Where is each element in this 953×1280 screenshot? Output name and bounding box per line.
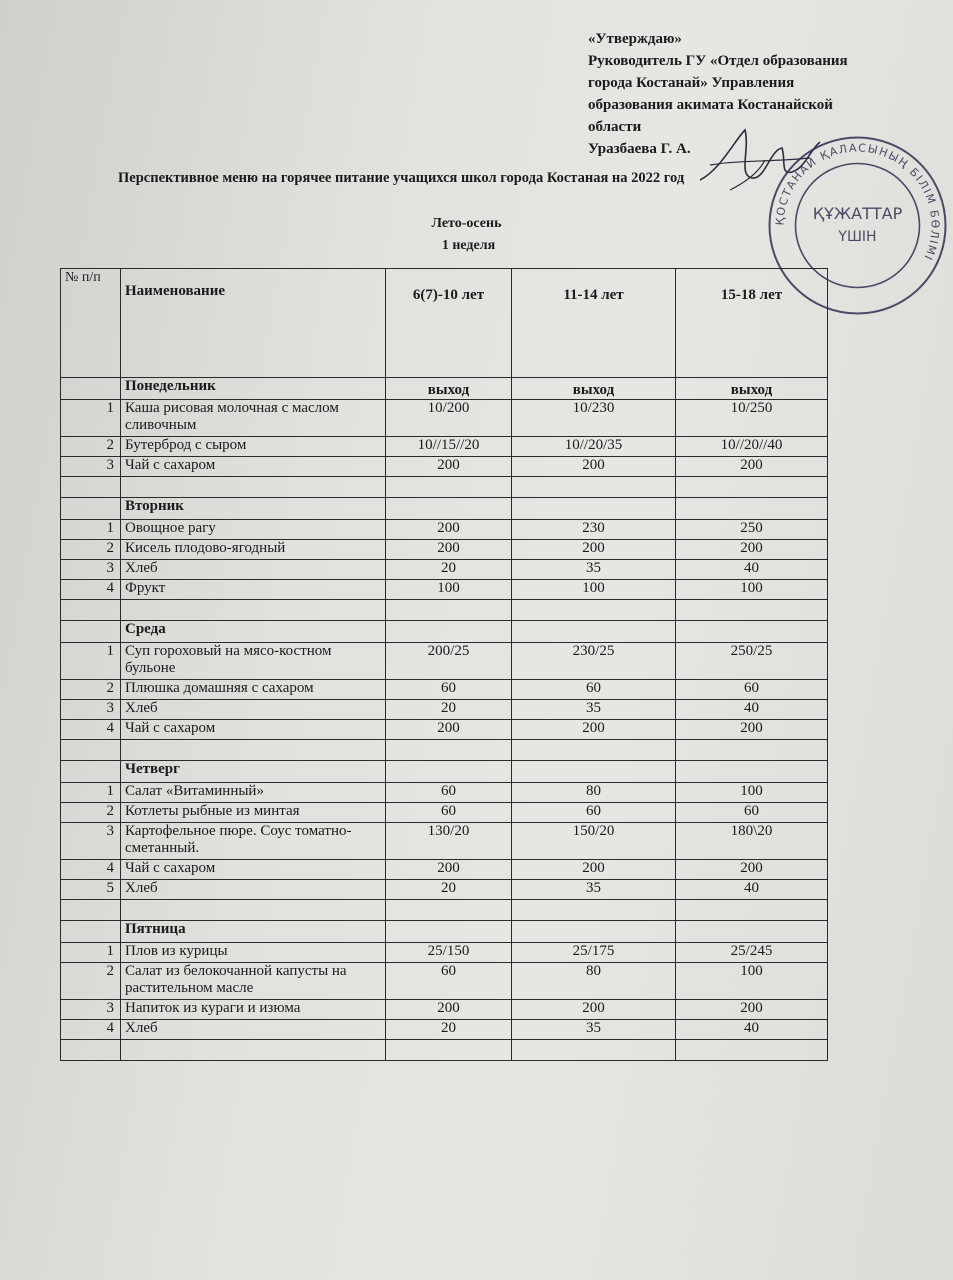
empty-cell [512,498,676,520]
portion-15-18: 60 [676,803,828,823]
dish-name: Котлеты рыбные из минтая [121,803,386,823]
row-number: 2 [61,680,121,700]
day-header-row [61,378,828,400]
dish-name: Каша рисовая молочная с маслом сливочным [121,400,386,437]
portion-11-14: 35 [512,700,676,720]
portion-15-18: 200 [676,1000,828,1020]
portion-11-14: 10//20/35 [512,437,676,457]
empty-cell [61,477,121,498]
dish-name: Плюшка домашняя с сахаром [121,680,386,700]
portion-6-10: 200 [386,860,512,880]
empty-cell [121,1040,386,1061]
portion-6-10: 60 [386,963,512,1000]
dish-name: Чай с сахаром [121,457,386,477]
portion-11-14: 10/230 [512,400,676,437]
row-number: 2 [61,437,121,457]
menu-table [60,268,828,1061]
table-row [61,540,828,560]
header-age-6-10: 6(7)-10 лет [386,269,512,378]
dish-name: Напиток из кураги и изюма [121,1000,386,1020]
portion-11-14: 35 [512,560,676,580]
dish-name: Салат «Витаминный» [121,783,386,803]
empty-cell [386,498,512,520]
row-number: 4 [61,720,121,740]
portion-15-18: 40 [676,1020,828,1040]
header-age-11-14: 11-14 лет [512,269,676,378]
portion-6-10: 200 [386,457,512,477]
week-label: 1 неделя [441,238,496,253]
portion-6-10: 60 [386,803,512,823]
day-name: Четверг [121,761,386,783]
empty-cell [121,900,386,921]
table-row [61,1000,828,1020]
portion-11-14: 35 [512,880,676,900]
day-num-cell [61,621,121,643]
portion-6-10: 10//15//20 [386,437,512,457]
approval-line: города Костанай» Управления [588,75,795,91]
portion-15-18: 60 [676,680,828,700]
row-number: 1 [61,643,121,680]
approval-line: образования акимата Костанайской [588,97,833,113]
day-num-cell [61,498,121,520]
empty-cell [512,600,676,621]
portion-11-14: 60 [512,803,676,823]
row-number: 5 [61,880,121,900]
portion-11-14: 35 [512,1020,676,1040]
row-number: 4 [61,580,121,600]
row-number: 1 [61,400,121,437]
table-row [61,943,828,963]
portion-6-10: 130/20 [386,823,512,860]
empty-cell [512,900,676,921]
empty-cell [676,600,828,621]
table-row [61,860,828,880]
empty-cell [386,761,512,783]
table-row [61,520,828,540]
portion-6-10: 20 [386,880,512,900]
dish-name: Чай с сахаром [121,860,386,880]
blank-row [61,740,828,761]
portion-6-10: 20 [386,700,512,720]
portion-15-18: 100 [676,580,828,600]
season-label: Лето-осень [431,216,502,231]
portion-15-18: 180\20 [676,823,828,860]
dish-name: Плов из курицы [121,943,386,963]
dish-name: Овощное рагу [121,520,386,540]
empty-cell [386,600,512,621]
header-num: № п/п [61,269,121,378]
row-number: 3 [61,457,121,477]
portion-15-18: 100 [676,783,828,803]
empty-cell [676,621,828,643]
empty-cell [512,921,676,943]
output-label: выход [676,378,828,400]
table-row [61,560,828,580]
approval-signatory: Уразбаева Г. А. [588,141,691,157]
portion-6-10: 60 [386,680,512,700]
row-number: 3 [61,700,121,720]
portion-15-18: 40 [676,560,828,580]
portion-6-10: 200/25 [386,643,512,680]
dish-name: Хлеб [121,1020,386,1040]
empty-cell [61,900,121,921]
portion-11-14: 80 [512,783,676,803]
portion-11-14: 80 [512,963,676,1000]
portion-15-18: 40 [676,700,828,720]
approval-line: «Утверждаю» [588,31,682,47]
table-row [61,680,828,700]
row-number: 3 [61,560,121,580]
output-label: выход [386,378,512,400]
empty-cell [512,621,676,643]
table-row [61,700,828,720]
output-label: выход [512,378,676,400]
dish-name: Чай с сахаром [121,720,386,740]
empty-cell [386,477,512,498]
table-row [61,803,828,823]
day-header-row [61,761,828,783]
day-num-cell [61,761,121,783]
table-row [61,720,828,740]
stamp-center-text: ҚҰЖАТТАР [812,204,903,223]
dish-name: Фрукт [121,580,386,600]
portion-6-10: 200 [386,520,512,540]
row-number: 1 [61,520,121,540]
empty-cell [512,1040,676,1061]
portion-6-10: 60 [386,783,512,803]
empty-cell [61,1040,121,1061]
portion-11-14: 200 [512,457,676,477]
row-number: 3 [61,1000,121,1020]
empty-cell [676,498,828,520]
row-number: 1 [61,783,121,803]
table-row [61,400,828,437]
dish-name: Бутерброд с сыром [121,437,386,457]
portion-11-14: 230/25 [512,643,676,680]
empty-cell [676,761,828,783]
table-row [61,437,828,457]
row-number: 2 [61,540,121,560]
approval-line: области [588,119,642,135]
stamp-ring-text: ҚОСТАНАЙ ҚАЛАСЫНЫҢ БІЛІМ БӨЛІМІ [773,141,942,264]
portion-6-10: 20 [386,1020,512,1040]
table-row [61,643,828,680]
day-header-row [61,621,828,643]
empty-cell [512,477,676,498]
empty-cell [386,1040,512,1061]
blank-row [61,477,828,498]
blank-row [61,600,828,621]
table-row [61,963,828,1000]
day-num-cell [61,921,121,943]
portion-15-18: 200 [676,860,828,880]
empty-cell [121,600,386,621]
dish-name: Кисель плодово-ягодный [121,540,386,560]
portion-6-10: 20 [386,560,512,580]
blank-row [61,1040,828,1061]
portion-15-18: 200 [676,720,828,740]
header-name: Наименование [121,269,386,378]
day-name: Понедельник [121,378,386,400]
portion-15-18: 10//20//40 [676,437,828,457]
blank-row [61,900,828,921]
empty-cell [61,600,121,621]
portion-15-18: 100 [676,963,828,1000]
portion-6-10: 10/200 [386,400,512,437]
table-row [61,1020,828,1040]
empty-cell [512,740,676,761]
empty-cell [386,921,512,943]
portion-6-10: 25/150 [386,943,512,963]
table-header-row [61,269,828,378]
handwritten-signature [690,120,830,200]
table-row [61,457,828,477]
day-name: Среда [121,621,386,643]
day-header-row [61,498,828,520]
table-row [61,783,828,803]
row-number: 1 [61,943,121,963]
empty-cell [676,900,828,921]
empty-cell [386,900,512,921]
portion-15-18: 10/250 [676,400,828,437]
day-name: Пятница [121,921,386,943]
day-num-cell [61,378,121,400]
portion-11-14: 60 [512,680,676,700]
portion-6-10: 200 [386,720,512,740]
portion-6-10: 200 [386,1000,512,1020]
portion-11-14: 100 [512,580,676,600]
row-number: 3 [61,823,121,860]
portion-11-14: 230 [512,520,676,540]
empty-cell [676,1040,828,1061]
portion-11-14: 200 [512,720,676,740]
header-age-15-18: 15-18 лет [676,269,828,378]
portion-15-18: 200 [676,540,828,560]
document-title: Перспективное меню на горячее питание учащихся школ города Костаная на 2022 год [118,170,685,186]
empty-cell [676,740,828,761]
empty-cell [386,621,512,643]
portion-15-18: 250/25 [676,643,828,680]
dish-name: Хлеб [121,880,386,900]
day-header-row [61,921,828,943]
portion-11-14: 200 [512,1000,676,1020]
portion-11-14: 25/175 [512,943,676,963]
portion-15-18: 25/245 [676,943,828,963]
row-number: 2 [61,963,121,1000]
table-row [61,823,828,860]
stamp-center-text: ҮШІН [838,229,877,245]
table-row [61,580,828,600]
empty-cell [61,740,121,761]
portion-15-18: 250 [676,520,828,540]
portion-11-14: 200 [512,540,676,560]
dish-name: Хлеб [121,560,386,580]
dish-name: Хлеб [121,700,386,720]
day-name: Вторник [121,498,386,520]
row-number: 2 [61,803,121,823]
portion-6-10: 100 [386,580,512,600]
table-row [61,880,828,900]
approval-line: Руководитель ГУ «Отдел образования [588,53,848,69]
dish-name: Суп гороховый на мясо-костном бульоне [121,643,386,680]
portion-11-14: 150/20 [512,823,676,860]
empty-cell [121,477,386,498]
row-number: 4 [61,1020,121,1040]
empty-cell [676,477,828,498]
portion-6-10: 200 [386,540,512,560]
portion-15-18: 40 [676,880,828,900]
empty-cell [676,921,828,943]
empty-cell [121,740,386,761]
portion-11-14: 200 [512,860,676,880]
empty-cell [386,740,512,761]
dish-name: Салат из белокочанной капусты на растительном масле [121,963,386,1000]
row-number: 4 [61,860,121,880]
empty-cell [512,761,676,783]
dish-name: Картофельное пюре. Соус томатно-сметанный. [121,823,386,860]
portion-15-18: 200 [676,457,828,477]
